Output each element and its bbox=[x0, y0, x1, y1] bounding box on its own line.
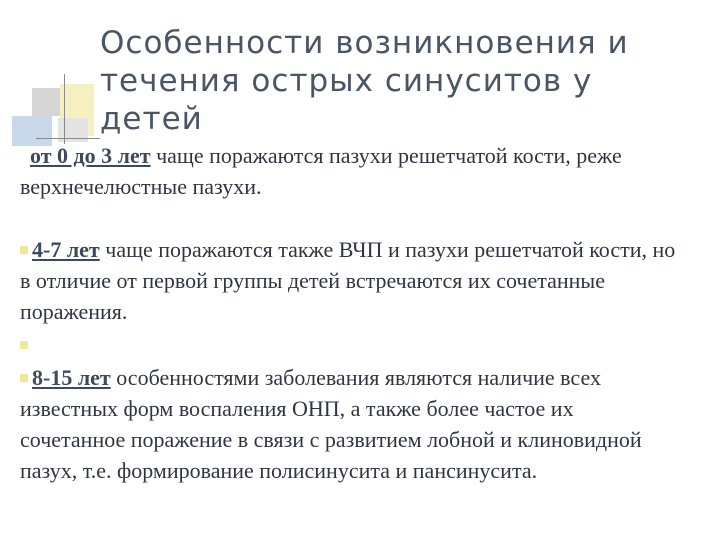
bullet-square-icon bbox=[20, 374, 28, 382]
paragraph-age-8-15 bbox=[20, 362, 680, 486]
age-range-label: 4-7 лет bbox=[32, 237, 100, 262]
bullet-square-icon bbox=[20, 341, 28, 349]
decor-horizontal-line bbox=[36, 138, 100, 139]
age-range-label: 8-15 лет bbox=[32, 365, 111, 390]
age-range-label: от 0 до 3 лет bbox=[30, 143, 151, 168]
paragraph-text: чаще поражаются пазухи решетчатой кости, реже верхнечелюстные пазухи. bbox=[20, 143, 622, 199]
slide-body bbox=[20, 140, 680, 486]
decor-vertical-line bbox=[64, 74, 65, 144]
slide-title: Особенности возникновения и течения острых синуситов у детей bbox=[100, 25, 629, 137]
empty-bullet-line bbox=[20, 329, 680, 360]
paragraph-age-4-7 bbox=[20, 234, 680, 327]
paragraph-age-0-3 bbox=[20, 140, 680, 202]
paragraph-text: чаще поражаются также ВЧП и пазухи решетчатой кости, но в отличие от первой группы детей встречаются их сочетанные поражения. bbox=[20, 237, 676, 324]
bullet-square-icon bbox=[20, 246, 28, 254]
decor-block-gray bbox=[32, 88, 60, 116]
paragraph-text: особенностями заболевания являются наличие всех известных форм воспаления ОНП, а также более частое их сочетанное поражение в связи с развитием лобной и клиновидной пазух, т.е. формирование полисинусита и пансинусита. bbox=[20, 365, 642, 483]
